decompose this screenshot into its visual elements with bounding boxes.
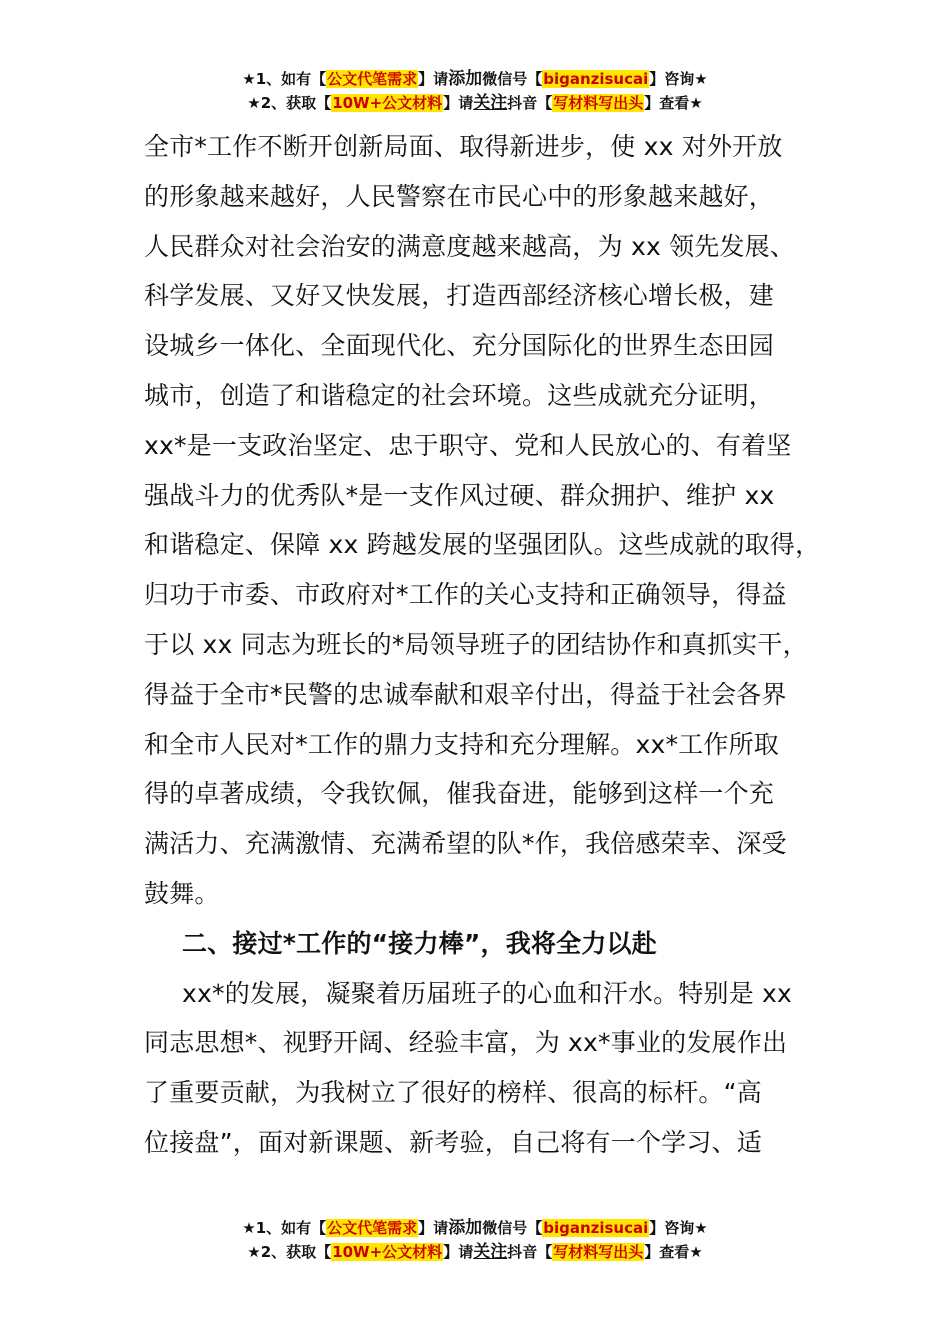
promo-highlight-douyin: 写材料写出头 bbox=[553, 94, 644, 112]
promo-text: 】咨询★ bbox=[649, 70, 708, 88]
body-line: xx*是一支政治坚定、忠于职守、党和人民放心的、有着坚 bbox=[144, 430, 792, 460]
promo-text: ★1、如有【 bbox=[242, 70, 327, 88]
promo-text: ★2、获取【 bbox=[247, 1243, 332, 1261]
body-line: 于以 xx 同志为班长的*局领导班子的团结协作和真抓实干， bbox=[144, 629, 808, 659]
promo-highlight-materials: 10W+公文材料 bbox=[332, 94, 443, 112]
promo-banner-top bbox=[0, 67, 950, 115]
body-line: 满活力、充满激情、充满希望的队*作，我倍感荣幸、深受 bbox=[144, 829, 787, 859]
promo-emphasis: 添加 bbox=[448, 69, 483, 89]
body-line: 和全市人民对*工作的鼎力支持和充分理解。xx*工作所取 bbox=[144, 729, 779, 759]
body-line: 设城乡一体化、全面现代化、充分国际化的世界生态田园 bbox=[144, 331, 775, 361]
body-line: 鼓舞。 bbox=[144, 878, 220, 908]
promo-text: 微信号【 bbox=[482, 70, 543, 88]
body-line: 人民群众对社会治安的满意度越来越高，为 xx 领先发展、 bbox=[144, 231, 796, 261]
promo-text: 】查看★ bbox=[644, 94, 703, 112]
promo-line-1 bbox=[0, 1216, 950, 1240]
promo-text: 】请 bbox=[443, 94, 474, 112]
promo-text: 】查看★ bbox=[644, 1243, 703, 1261]
promo-highlight-writing-service: 公文代笔需求 bbox=[327, 70, 418, 88]
promo-emphasis: 关注 bbox=[473, 93, 508, 113]
body-line: 得的卓著成绩，令我钦佩，催我奋进，能够到这样一个充 bbox=[144, 779, 775, 809]
body-line: 强战斗力的优秀队*是一支作风过硬、群众拥护、维护 xx bbox=[144, 480, 775, 510]
promo-text: 抖音【 bbox=[507, 94, 553, 112]
body-line: 城市，创造了和谐稳定的社会环境。这些成就充分证明， bbox=[144, 380, 775, 410]
body-line: 科学发展、又好又快发展，打造西部经济核心增长极，建 bbox=[144, 281, 775, 311]
promo-line-1 bbox=[0, 67, 950, 91]
promo-text: ★2、获取【 bbox=[247, 94, 332, 112]
body-line: 和谐稳定、保障 xx 跨越发展的坚强团队。这些成就的取得， bbox=[144, 530, 821, 560]
body-line: 的形象越来越好，人民警察在市民心中的形象越来越好， bbox=[144, 181, 775, 211]
body-line: 归功于市委、市政府对*工作的关心支持和正确领导，得益 bbox=[144, 580, 787, 610]
promo-emphasis: 添加 bbox=[448, 1218, 483, 1238]
promo-highlight-writing-service: 公文代笔需求 bbox=[327, 1219, 418, 1237]
promo-emphasis: 关注 bbox=[473, 1242, 508, 1262]
body-line: xx*的发展，凝聚着历届班子的心血和汗水。特别是 xx bbox=[182, 978, 793, 1008]
promo-text: 微信号【 bbox=[482, 1219, 543, 1237]
body-line: 了重要贡献，为我树立了很好的榜样、很高的标杆。“高 bbox=[144, 1078, 762, 1108]
promo-text: 抖音【 bbox=[507, 1243, 553, 1261]
promo-line-2 bbox=[0, 91, 950, 115]
promo-text: 】请 bbox=[418, 70, 449, 88]
promo-text: 】咨询★ bbox=[649, 1219, 708, 1237]
body-line: 全市*工作不断开创新局面、取得新进步，使 xx 对外开放 bbox=[144, 132, 783, 161]
promo-line-2 bbox=[0, 1240, 950, 1264]
promo-highlight-wechat-id: biganzisucai bbox=[543, 1219, 649, 1237]
promo-text: 】请 bbox=[443, 1243, 474, 1261]
document-body bbox=[144, 122, 844, 1168]
section-heading: 二、接过*工作的“接力棒”，我将全力以赴 bbox=[182, 928, 657, 958]
body-line: 得益于全市*民警的忠诚奉献和艰辛付出，得益于社会各界 bbox=[144, 679, 787, 709]
body-line: 位接盘”，面对新课题、新考验，自己将有一个学习、适 bbox=[144, 1127, 762, 1157]
promo-banner-bottom bbox=[0, 1216, 950, 1264]
promo-text: 】请 bbox=[418, 1219, 449, 1237]
promo-highlight-materials: 10W+公文材料 bbox=[332, 1243, 443, 1261]
body-line: 同志思想*、视野开阔、经验丰富，为 xx*事业的发展作出 bbox=[144, 1028, 788, 1058]
promo-text: ★1、如有【 bbox=[242, 1219, 327, 1237]
promo-highlight-douyin: 写材料写出头 bbox=[553, 1243, 644, 1261]
promo-highlight-wechat-id: biganzisucai bbox=[543, 70, 649, 88]
